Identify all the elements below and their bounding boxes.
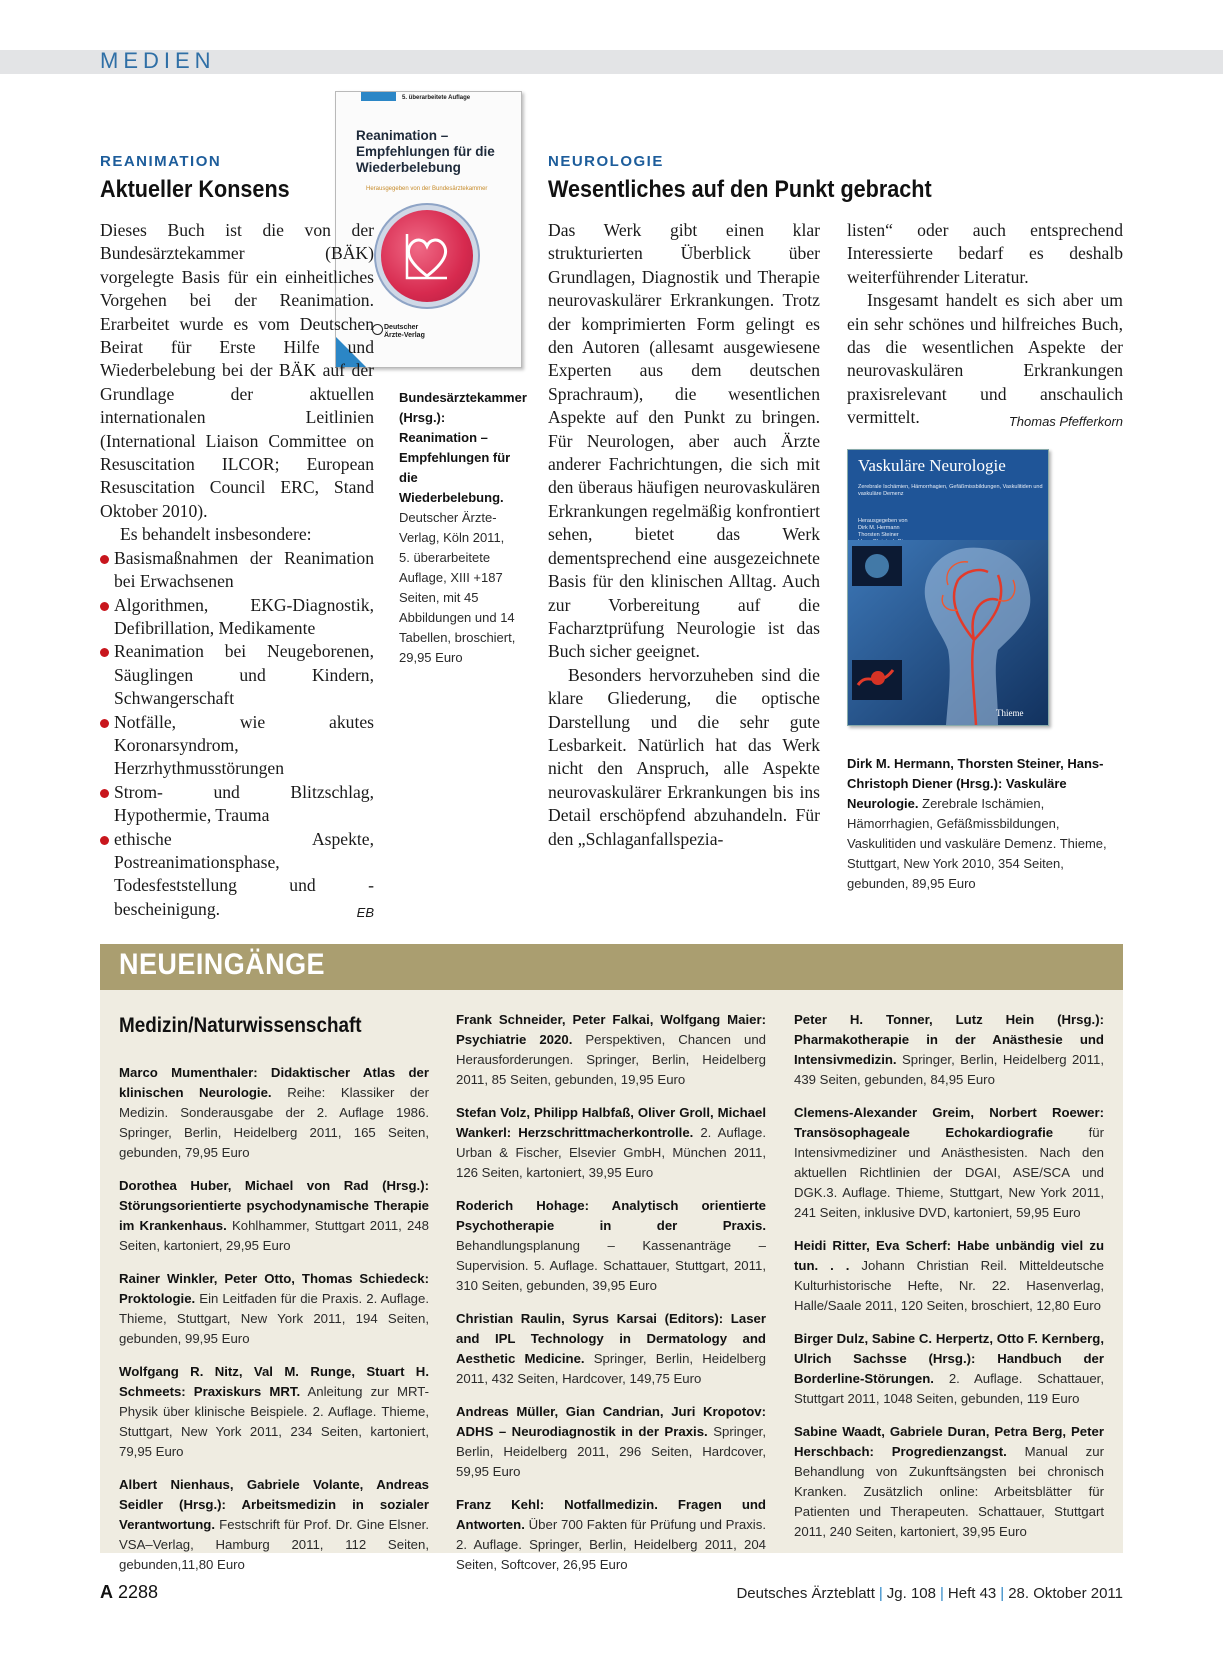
caption-details: Zerebrale Ischämien, Hämorrhagien, Gefäßmissbildungen, Vaskulitiden und vaskuläre Demenz. Thieme, Stuttgart, New York 2010, 354 Seiten, gebunden, 89,95 Euro <box>847 796 1107 891</box>
article2-signature: Thomas Pfefferkorn <box>1008 414 1123 430</box>
article1-bullet-list <box>100 547 374 922</box>
entry-details: Kohlhammer, Stuttgart 2011, 248 Seiten, kartoniert, 29,95 Euro <box>119 1218 429 1253</box>
new-arrivals-column-2 <box>456 1010 766 1588</box>
entry-details: Springer, Berlin, Heidelberg 2011, 439 Seiten, gebunden, 84,95 Euro <box>794 1052 1104 1087</box>
new-arrivals-column-1 <box>119 1063 429 1588</box>
caption-details: Deutscher Ärzte-Verlag, Köln 2011, 5. überarbeitete Auflage, XIII +187 Seiten, mit 45 Abbildungen und 14 Tabellen, broschiert, 29,95 Euro <box>399 510 516 665</box>
list-item <box>119 1063 429 1163</box>
entry-title: Sabine Waadt, Gabriele Duran, Petra Berg, Peter Herschbach: Progredienzangst. <box>794 1424 1104 1459</box>
entry-title: Roderich Hohage: Analytisch orientierte Psychotherapie in der Praxis. <box>456 1198 766 1233</box>
cover-title: Vaskuläre Neurologie <box>858 456 1006 475</box>
journal-issue: Heft 43 <box>947 1585 997 1602</box>
list-item: Notfälle, wie akutes Koronarsyndrom, Herzrhythmusstörungen <box>100 711 374 781</box>
list-item <box>794 1422 1104 1542</box>
list-item: Strom- und Blitzschlag, Hypothermie, Trauma <box>100 781 374 828</box>
editor-name: Dirk M. Hermann <box>858 525 900 531</box>
entry-title: Clemens-Alexander Greim, Norbert Roewer: Transösophageale Echokardiografie <box>794 1105 1104 1140</box>
article2-caption <box>847 754 1117 894</box>
journal-date: 28. Oktober 2011 <box>1008 1585 1123 1602</box>
list-item <box>456 1402 766 1482</box>
list-item: ethische Aspekte, Postreanimationsphase, Todesfeststellung und -bescheinigung. <box>100 828 374 922</box>
list-item <box>119 1475 429 1575</box>
cover-subtitle: Zerebrale Ischämien, Hämorrhagien, Gefäßmissbildungen, Vaskulitiden und vaskuläre Demenz <box>858 484 1043 497</box>
journal-info: Deutsches Ärzteblatt | Jg. 108 | Heft 43 | 28. Oktober 2011 <box>736 1585 1123 1602</box>
list-item <box>794 1236 1104 1316</box>
new-arrivals-title: NEUEINGÄNGE <box>119 948 325 981</box>
entry-title: Andreas Müller, Gian Candrian, Juri Kropotov: ADHS – Neurodiagnostik in der Praxis. <box>456 1404 766 1439</box>
entry-details: Springer, Berlin, Heidelberg 2011, 296 Seiten, Hardcover, 59,95 Euro <box>456 1424 766 1479</box>
list-item <box>794 1329 1104 1409</box>
article1-intro: Dieses Buch ist die von der Bundesärztekammer (BÄK) vorgelegte Basis für ein einheitliches Vorgehen bei der Reanimation. Erarbeitet wurde es vom Deutschen Beirat für Erste Hilfe und Wiederbelebung bei der BÄK auf der Grundlage der aktuellen internationalen Leitlinien (International Liaison Committee on Resuscitation ILCOR; European Resuscitation Council ERC, Stand Oktober 2010). <box>100 220 374 521</box>
list-item <box>456 1309 766 1389</box>
list-item: Algorithmen, EKG-Diagnostik, Defibrillation, Medikamente <box>100 594 374 641</box>
caption-title: Bundesärztekammer (Hrsg.): Reanimation – Empfehlungen für die Wiederbelebung. <box>399 390 527 505</box>
list-item <box>119 1176 429 1256</box>
editors-label: Herausgegeben von <box>858 518 908 524</box>
entry-title: Marco Mumenthaler: Didaktischer Atlas der klinischen Neurologie. <box>119 1065 429 1100</box>
entry-title: Heidi Ritter, Eva Scherf: Habe unbändig viel zu tun. . . <box>794 1238 1104 1273</box>
new-arrivals-column-3 <box>794 1010 1104 1555</box>
list-item: Reanimation bei Neugeborenen, Säuglingen und Kindern, Schwangerschaft <box>100 640 374 710</box>
entry-details: 2. Auflage. Urban & Fischer, Elsevier GmbH, München 2011, 126 Seiten, kartoniert, 39,95 Euro <box>456 1125 766 1180</box>
paragraph-3-text: Insgesamt handelt es sich aber um ein sehr schönes und hilfreiches Buch, das die wesentlichen Aspekte der neurovaskulären Erkrankungen praxisrelevant und anschaulich vermittelt. <box>847 290 1123 428</box>
entry-details: Perspektiven, Chancen und Herausforderungen. Springer, Berlin, Heidelberg 2011, 85 Seiten, gebunden, 19,95 Euro <box>456 1032 766 1087</box>
entry-details: Festschrift für Prof. Dr. Gine Elsner. VSA–Verlag, Hamburg 2011, 112 Seiten, gebunden,11,80 Euro <box>119 1517 429 1572</box>
article2-col1 <box>548 219 820 851</box>
entry-title: Peter H. Tonner, Lutz Hein (Hrsg.): Pharmakotherapie in der Anästhesie und Intensivmedizin. <box>794 1012 1104 1067</box>
editor-name: Thorsten Steiner <box>858 532 899 538</box>
list-item <box>456 1495 766 1575</box>
article2-paragraph-2b: listen“ oder auch entsprechend Interessierte bedarf es deshalb weiterführender Literatur. <box>847 220 1123 287</box>
page-number <box>100 1582 158 1603</box>
entry-title: Stefan Volz, Philipp Halbfaß, Oliver Groll, Michael Wankerl: Herzschrittmacherkontrolle. <box>456 1105 766 1140</box>
article1-kicker: REANIMATION <box>100 153 222 170</box>
entry-details: Johann Christian Reil. Mitteldeutsche Kulturhistorische Hefte, Nr. 22. Hasenverlag, Halle/Saale 2011, 120 Seiten, broschiert, 12,80 Euro <box>794 1258 1104 1313</box>
list-item: Basismaßnahmen der Reanimation bei Erwachsenen <box>100 547 374 594</box>
entry-details: Behandlungsplanung – Kassenanträge – Supervision. 5. Auflage. Schattauer, Stuttgart, 2011, 310 Seiten, gebunden, 39,95 Euro <box>456 1238 766 1293</box>
book-cover-vaskulaere-neurologie <box>847 449 1049 726</box>
article1-signature: EB <box>356 905 374 921</box>
entry-details: Über 700 Fakten für Prüfung und Praxis. 2. Auflage. Springer, Berlin, Heidelberg 2011, 204 Seiten, Softcover, 26,95 Euro <box>456 1517 766 1572</box>
journal-volume: Jg. 108 <box>886 1585 936 1602</box>
list-item <box>456 1196 766 1296</box>
list-item <box>119 1269 429 1349</box>
article1-body <box>100 219 374 925</box>
list-item <box>119 1362 429 1462</box>
entry-title: Dorothea Huber, Michael von Rad (Hrsg.): Störungsorientierte psychodynamische Therapie im Krankenhaus. <box>119 1178 429 1233</box>
journal-name: Deutsches Ärzteblatt <box>736 1585 875 1602</box>
cover-edition: 5. überarbeitete Auflage <box>402 95 471 101</box>
article2-paragraph-2a: Besonders hervorzuheben sind die klare Gliederung, die optische Darstellung und die sehr gute Lesbarkeit. Natürlich hat das Werk nicht den Anspruch, alle Aspekte neurovaskulärer Erkrankungen bis ins Detail erschöpfend abzuhandeln. Für den „Schlaganfallspezia- <box>548 664 820 849</box>
list-item <box>456 1010 766 1090</box>
article2-col2 <box>847 219 1123 434</box>
list-item <box>456 1103 766 1183</box>
cover-publisher: Deutscher Ärzte-Verlag <box>384 324 425 339</box>
article2-headline: Wesentliches auf den Punkt gebracht <box>548 176 932 203</box>
article1-headline: Aktueller Konsens <box>100 176 290 203</box>
section-label: MEDIEN <box>100 48 216 73</box>
page-number-value: 2288 <box>118 1582 159 1602</box>
entry-details: Ein Leitfaden für die Praxis. 2. Auflage. Thieme, Stuttgart, New York 2011, 194 Seiten, gebunden, 99,95 Euro <box>119 1291 429 1346</box>
list-item <box>794 1103 1104 1223</box>
entry-details: Springer, Berlin, Heidelberg 2011, 432 Seiten, Hardcover, 149,75 Euro <box>456 1351 766 1386</box>
article1-caption <box>399 388 527 668</box>
caption-title: Dirk M. Hermann, Thorsten Steiner, Hans-Christoph Diener (Hrsg.): Vaskuläre Neurologie. <box>847 756 1104 811</box>
entry-title: Birger Dulz, Sabine C. Herpertz, Otto F. Kernberg, Ulrich Sachsse (Hrsg.): Handbuch der Borderline-Störungen. <box>794 1331 1104 1386</box>
entry-details: Reihe: Klassiker der Medizin. Sonderausgabe der 2. Auflage 1986. Springer, Berlin, Heidelberg 2011, 165 Seiten, gebunden, 79,95 Euro <box>119 1085 429 1160</box>
brain-vessels-illustration <box>848 540 1048 725</box>
entry-details: Manual zur Behandlung von Zukunftsängsten bei chronisch Kranken. Zusätzlich online: Arbeitsblätter für Patienten und Therapeuten. Schattauer, Stuttgart 2011, 240 Seiten, kartoniert, 39,95 Euro <box>794 1444 1104 1539</box>
entry-title: Wolfgang R. Nitz, Val M. Runge, Stuart H. Schmeets: Praxiskurs MRT. <box>119 1364 429 1399</box>
article2-paragraph-3 <box>847 289 1123 429</box>
heart-logo-icon <box>381 210 473 302</box>
cover-publisher: Thieme <box>996 708 1024 718</box>
article1-list-intro: Es behandelt insbesondere: <box>120 524 312 545</box>
entry-title: Christian Raulin, Syrus Karsai (Editors): Laser and IPL Technology in Dermatology and Aesthetic Medicine. <box>456 1311 766 1366</box>
article2-paragraph-1: Das Werk gibt einen klar strukturierten Überblick über Grundlagen, Diagnostik und Therapie neurovaskulärer Erkrankungen. Trotz der komprimierten Form gelingt es den Autoren (allesamt ausgewiesene Experten aus dem deutschen Sprachraum), die wesentlichen Aspekte auf den Punkt zu bringen. Für Neurologen, aber auch Ärzte anderer Fachrichtungen, die sich mit den überaus häufigen neurovaskulären Erkrankungen regelmäßig konfrontiert sehen, bietet das Werk dementsprechend eine ausgezeichnete Basis für den klinischen Alltag. Auch zur Vorbereitung auf die Facharztprüfung Neurologie ist das Buch sicher geeignet. <box>548 220 820 662</box>
cover-title: Reanimation – Empfehlungen für die Wiederbelebung <box>356 128 495 175</box>
list-item <box>794 1010 1104 1090</box>
entry-title: Albert Nienhaus, Gabriele Volante, Andreas Seidler (Hrsg.): Arbeitsmedizin in sozialer Verantwortung. <box>119 1477 429 1532</box>
entry-details: 2. Auflage. Schattauer, Stuttgart 2011, 1048 Seiten, gebunden, 119 Euro <box>794 1371 1104 1406</box>
article2-kicker: NEUROLOGIE <box>548 153 664 170</box>
cover-subtitle: Herausgegeben von der Bundesärztekammer <box>366 186 488 192</box>
page-prefix: A <box>100 1582 113 1602</box>
entry-details: Anleitung zur MRT-Physik über klinische Beispiele. 2. Auflage. Thieme, Stuttgart, New York 2011, 234 Seiten, kartoniert, 79,95 Euro <box>119 1384 429 1459</box>
cover-tab <box>361 92 396 101</box>
entry-title: Frank Schneider, Peter Falkai, Wolfgang Maier: Psychiatrie 2020. <box>456 1012 766 1047</box>
entry-title: Rainer Winkler, Peter Otto, Thomas Schiedeck: Proktologie. <box>119 1271 429 1306</box>
entry-details: für Intensivmediziner und Anästhesisten. Nach den aktuellen Richtlinien der DGAI, ASE/SCA und DGK.3. Auflage. Thieme, Stuttgart, New York 2011, 241 Seiten, inklusive DVD, kartoniert, 59,95 Euro <box>794 1125 1104 1220</box>
new-arrivals-category: Medizin/Naturwissenschaft <box>119 1014 362 1037</box>
entry-title: Franz Kehl: Notfallmedizin. Fragen und Antworten. <box>456 1497 766 1532</box>
